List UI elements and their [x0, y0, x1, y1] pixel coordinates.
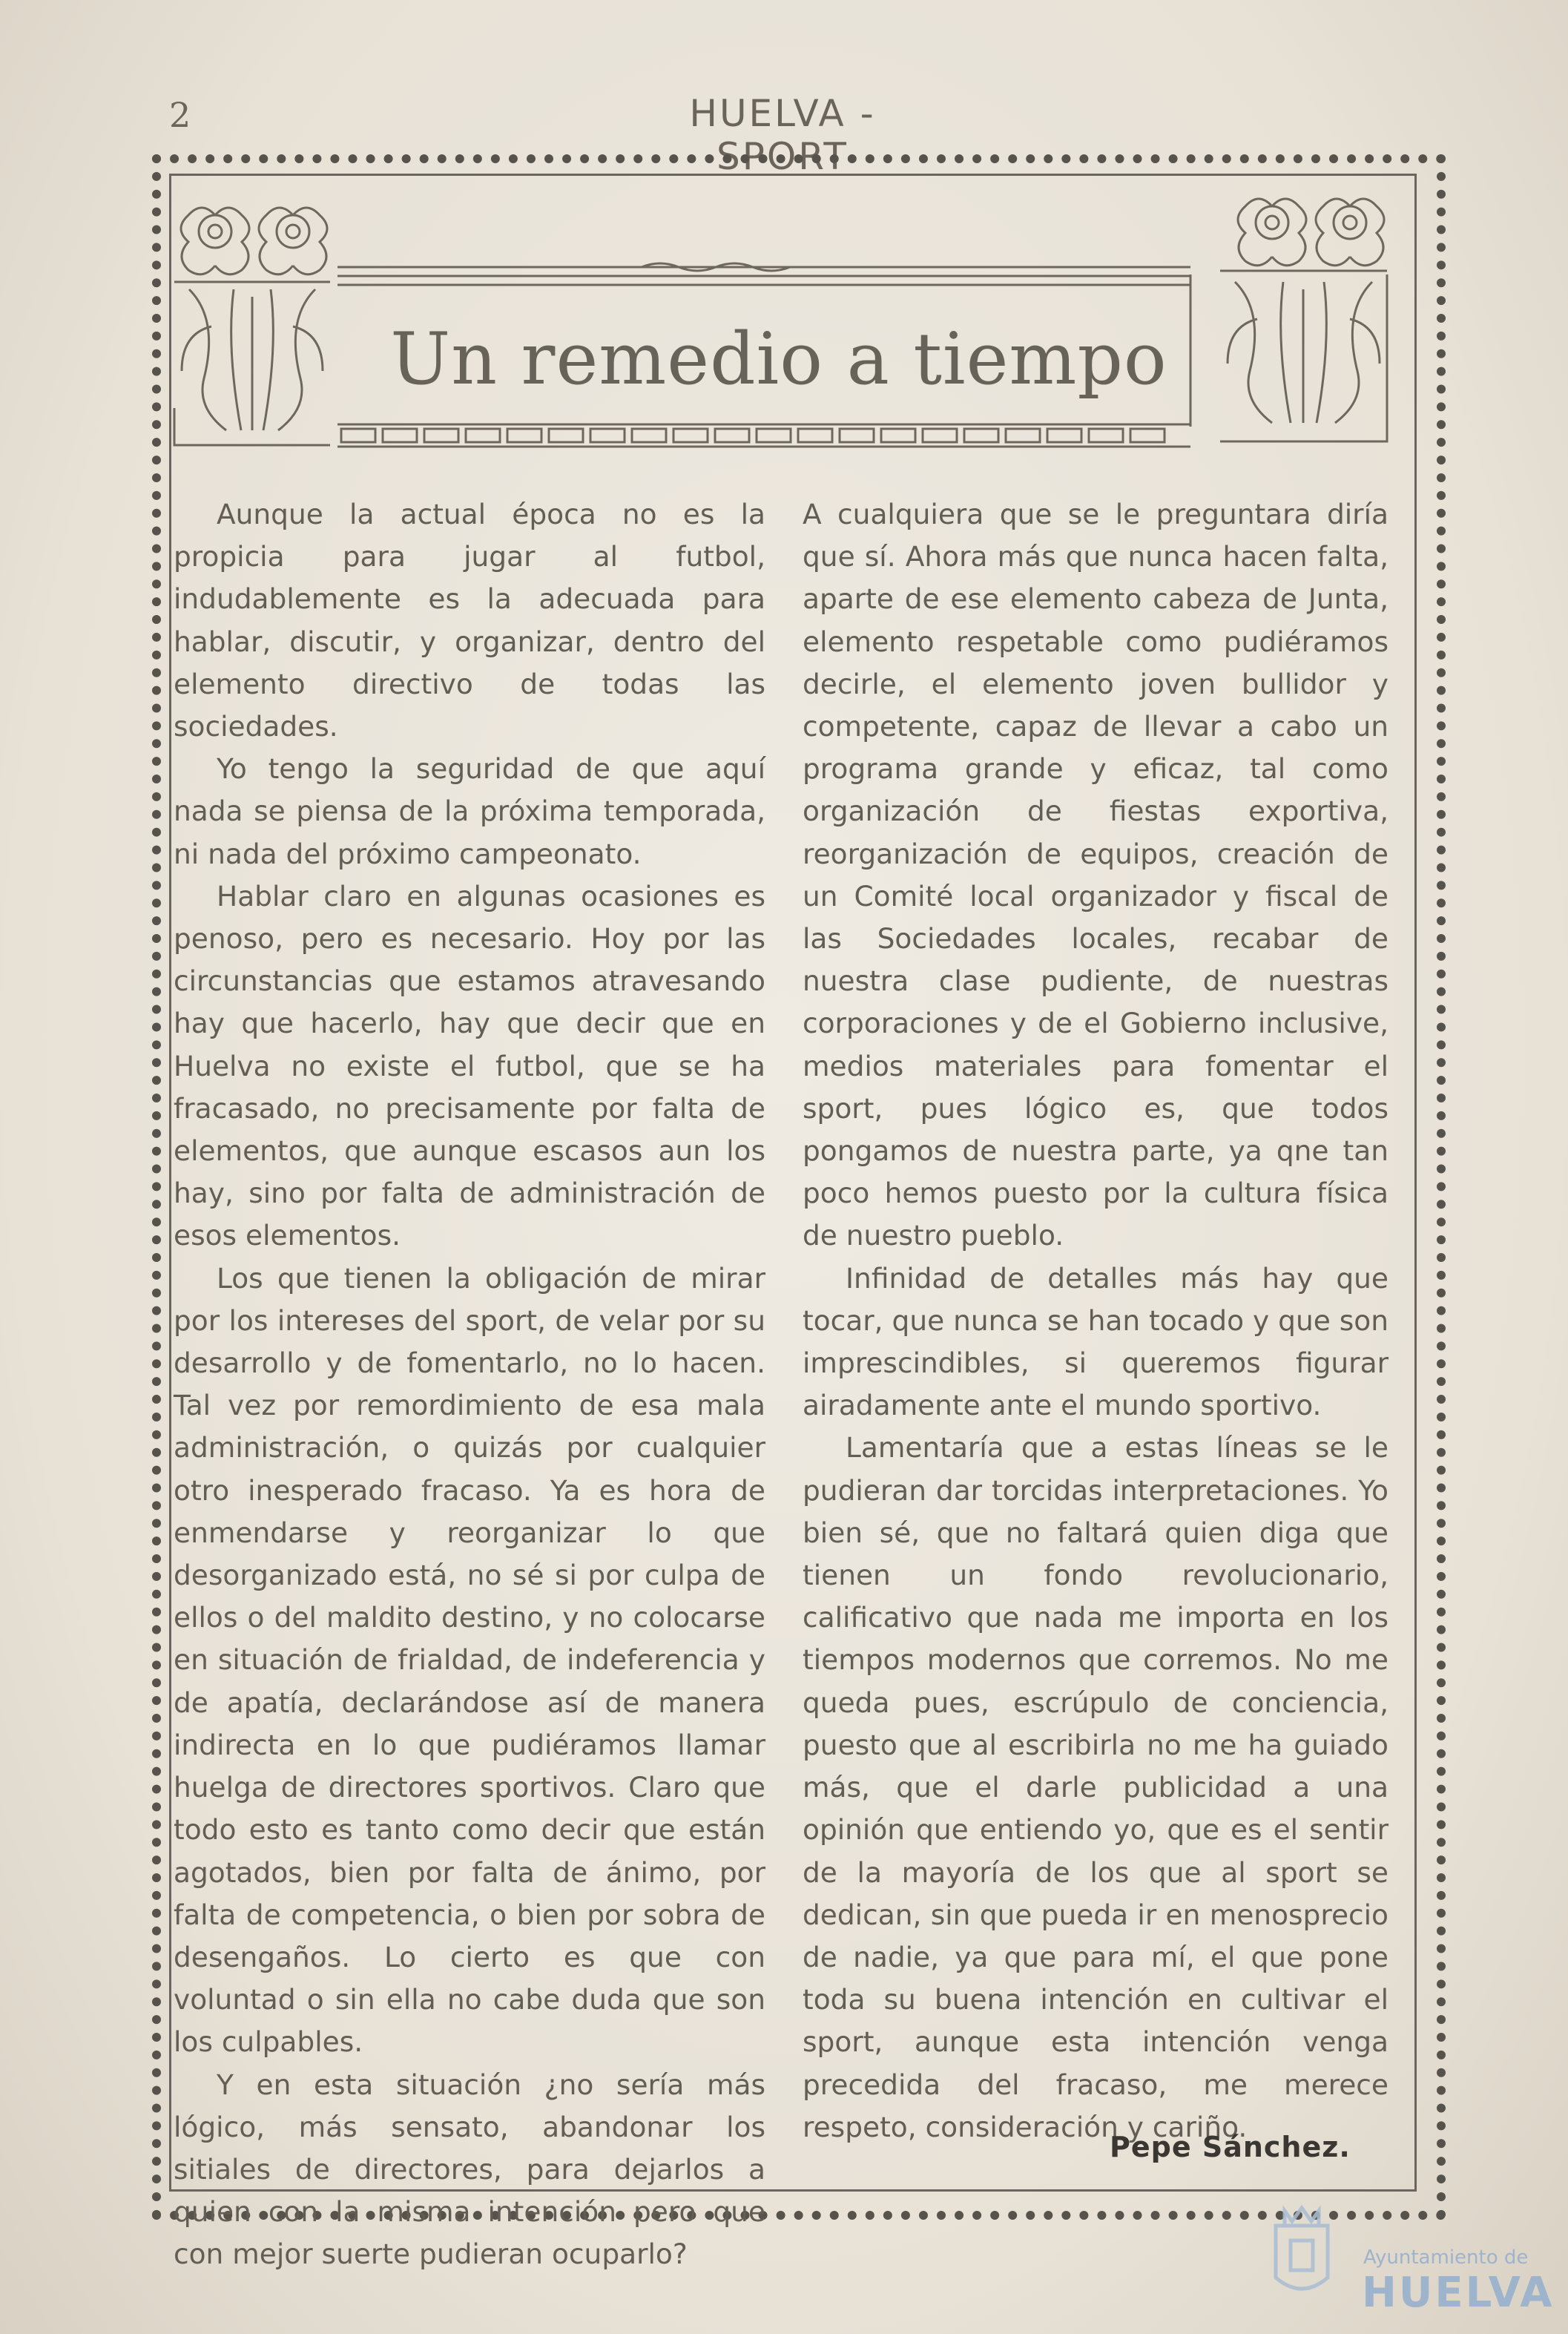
- left-column: [174, 493, 765, 2276]
- paragraph: Y en esta situación ¿no sería más lógico, más sensato, abandonar los sitiales de directores, para dejarlos a quien con la misma intención pero que con mejor suerte pudieran ocuparlo?: [174, 2068, 765, 2271]
- author-signature: Pepe Sánchez.: [1110, 2131, 1351, 2163]
- watermark-caption: Ayuntamiento de: [1363, 2246, 1529, 2269]
- paragraph: Lamentaría que a estas líneas se le pudieran dar torcidas interpretaciones. Yo bien sé, que no faltará quien diga que tienen un fondo revolucionario, calificativo que nada me importa en los tiempos modernos que corremos. No me queda pues, escrúpulo de conciencia, puesto que al escribirla no me ha guiado más, que el darle publicidad a una opinión que entiendo yo, que es el sentir de la mayoría de los que al sport se dedican, sin que pueda ir en menosprecio de nadie, ya que para mí, el que pone toda su buena intención en cultivar el sport, aunque esta intención venga precedida del fracaso, me merece respeto, consideración y cariño.: [803, 1431, 1389, 2143]
- watermark-name: HUELVA: [1362, 2269, 1555, 2317]
- right-flower-icon: [1238, 199, 1384, 266]
- left-flower-icon: [181, 208, 327, 275]
- chain-border: [337, 424, 1190, 447]
- paragraph: Hablar claro en algunas ocasiones es penoso, pero es necesario. Hoy por las circunstancias que estamos atravesando hay que hacerlo, hay que decir que en Huelva no existe el futbol, que se ha fracasado, no precisamente por falta de elementos, que aunque escasos aun los hay, sino por falta de administración de esos elementos.: [174, 879, 765, 1252]
- paragraph: Aunque la actual época no es la propicia para jugar al futbol, indudablemente es la adecuada para hablar, discutir, y organizar, dentro del elemento directivo de todas las sociedades.: [174, 498, 765, 743]
- paragraph: Infinidad de detalles más hay que tocar, que nunca se han tocado y que son imprescindibles, si queremos figurar airadamente ante el mundo sportivo.: [803, 1261, 1389, 1422]
- page-number: 2: [169, 95, 191, 135]
- paragraph: A cualquiera que se le preguntara diría que sí. Ahora más que nunca hacen falta, aparte de ese elemento cabeza de Junta, elemento respetable como pudiéramos decirle, el elemento joven bullidor y competente, capaz de llevar a cabo un programa grande y eficaz, tal como organización de fiestas exportiva, reorganización de equipos, creación de un Comité local organizador y fiscal de las Sociedades locales, recabar de nuestra clase pudiente, de nuestras corporaciones y de el Gobierno inclusive, medios materiales para fomentar el sport, pues lógico es, que todos pongamos de nuestra parte, ya qne tan poco hemos puesto por la cultura física de nuestro pueblo.: [803, 498, 1389, 1252]
- left-stem-ornament: [174, 282, 330, 445]
- paragraph: Los que tienen la obligación de mirar por los intereses del sport, de velar por su desarrollo y de fomentarlo, no lo hacen. Tal vez por remordimiento de esa mala administración, o quizás por cualquier otro inesperado fracaso. Ya es hora de enmendarse y reorganizar lo que desorganizado está, no sé si por culpa de ellos o del maldito destino, y no colocarse en situación de frialdad, de indeferencia y de apatía, declarándose así de manera indirecta en lo que pudiéramos llamar huelga de directores sportivos. Claro que todo esto es tanto como decir que están agotados, bien por falta de ánimo, por falta de competencia, o bien por sobra de desengaños. Lo cierto es que con voluntad o sin ella no cabe duda que son los culpables.: [174, 1261, 765, 2059]
- right-column: [803, 493, 1389, 2149]
- article-title: Un remedio a tiempo: [390, 318, 1167, 401]
- right-stem-ornament: [1190, 271, 1387, 441]
- paragraph: Yo tengo la seguridad de que aquí nada se piensa de la próxima temporada, ni nada del próximo campeonato.: [174, 752, 765, 870]
- running-head: HUELVA - SPORT: [689, 92, 876, 178]
